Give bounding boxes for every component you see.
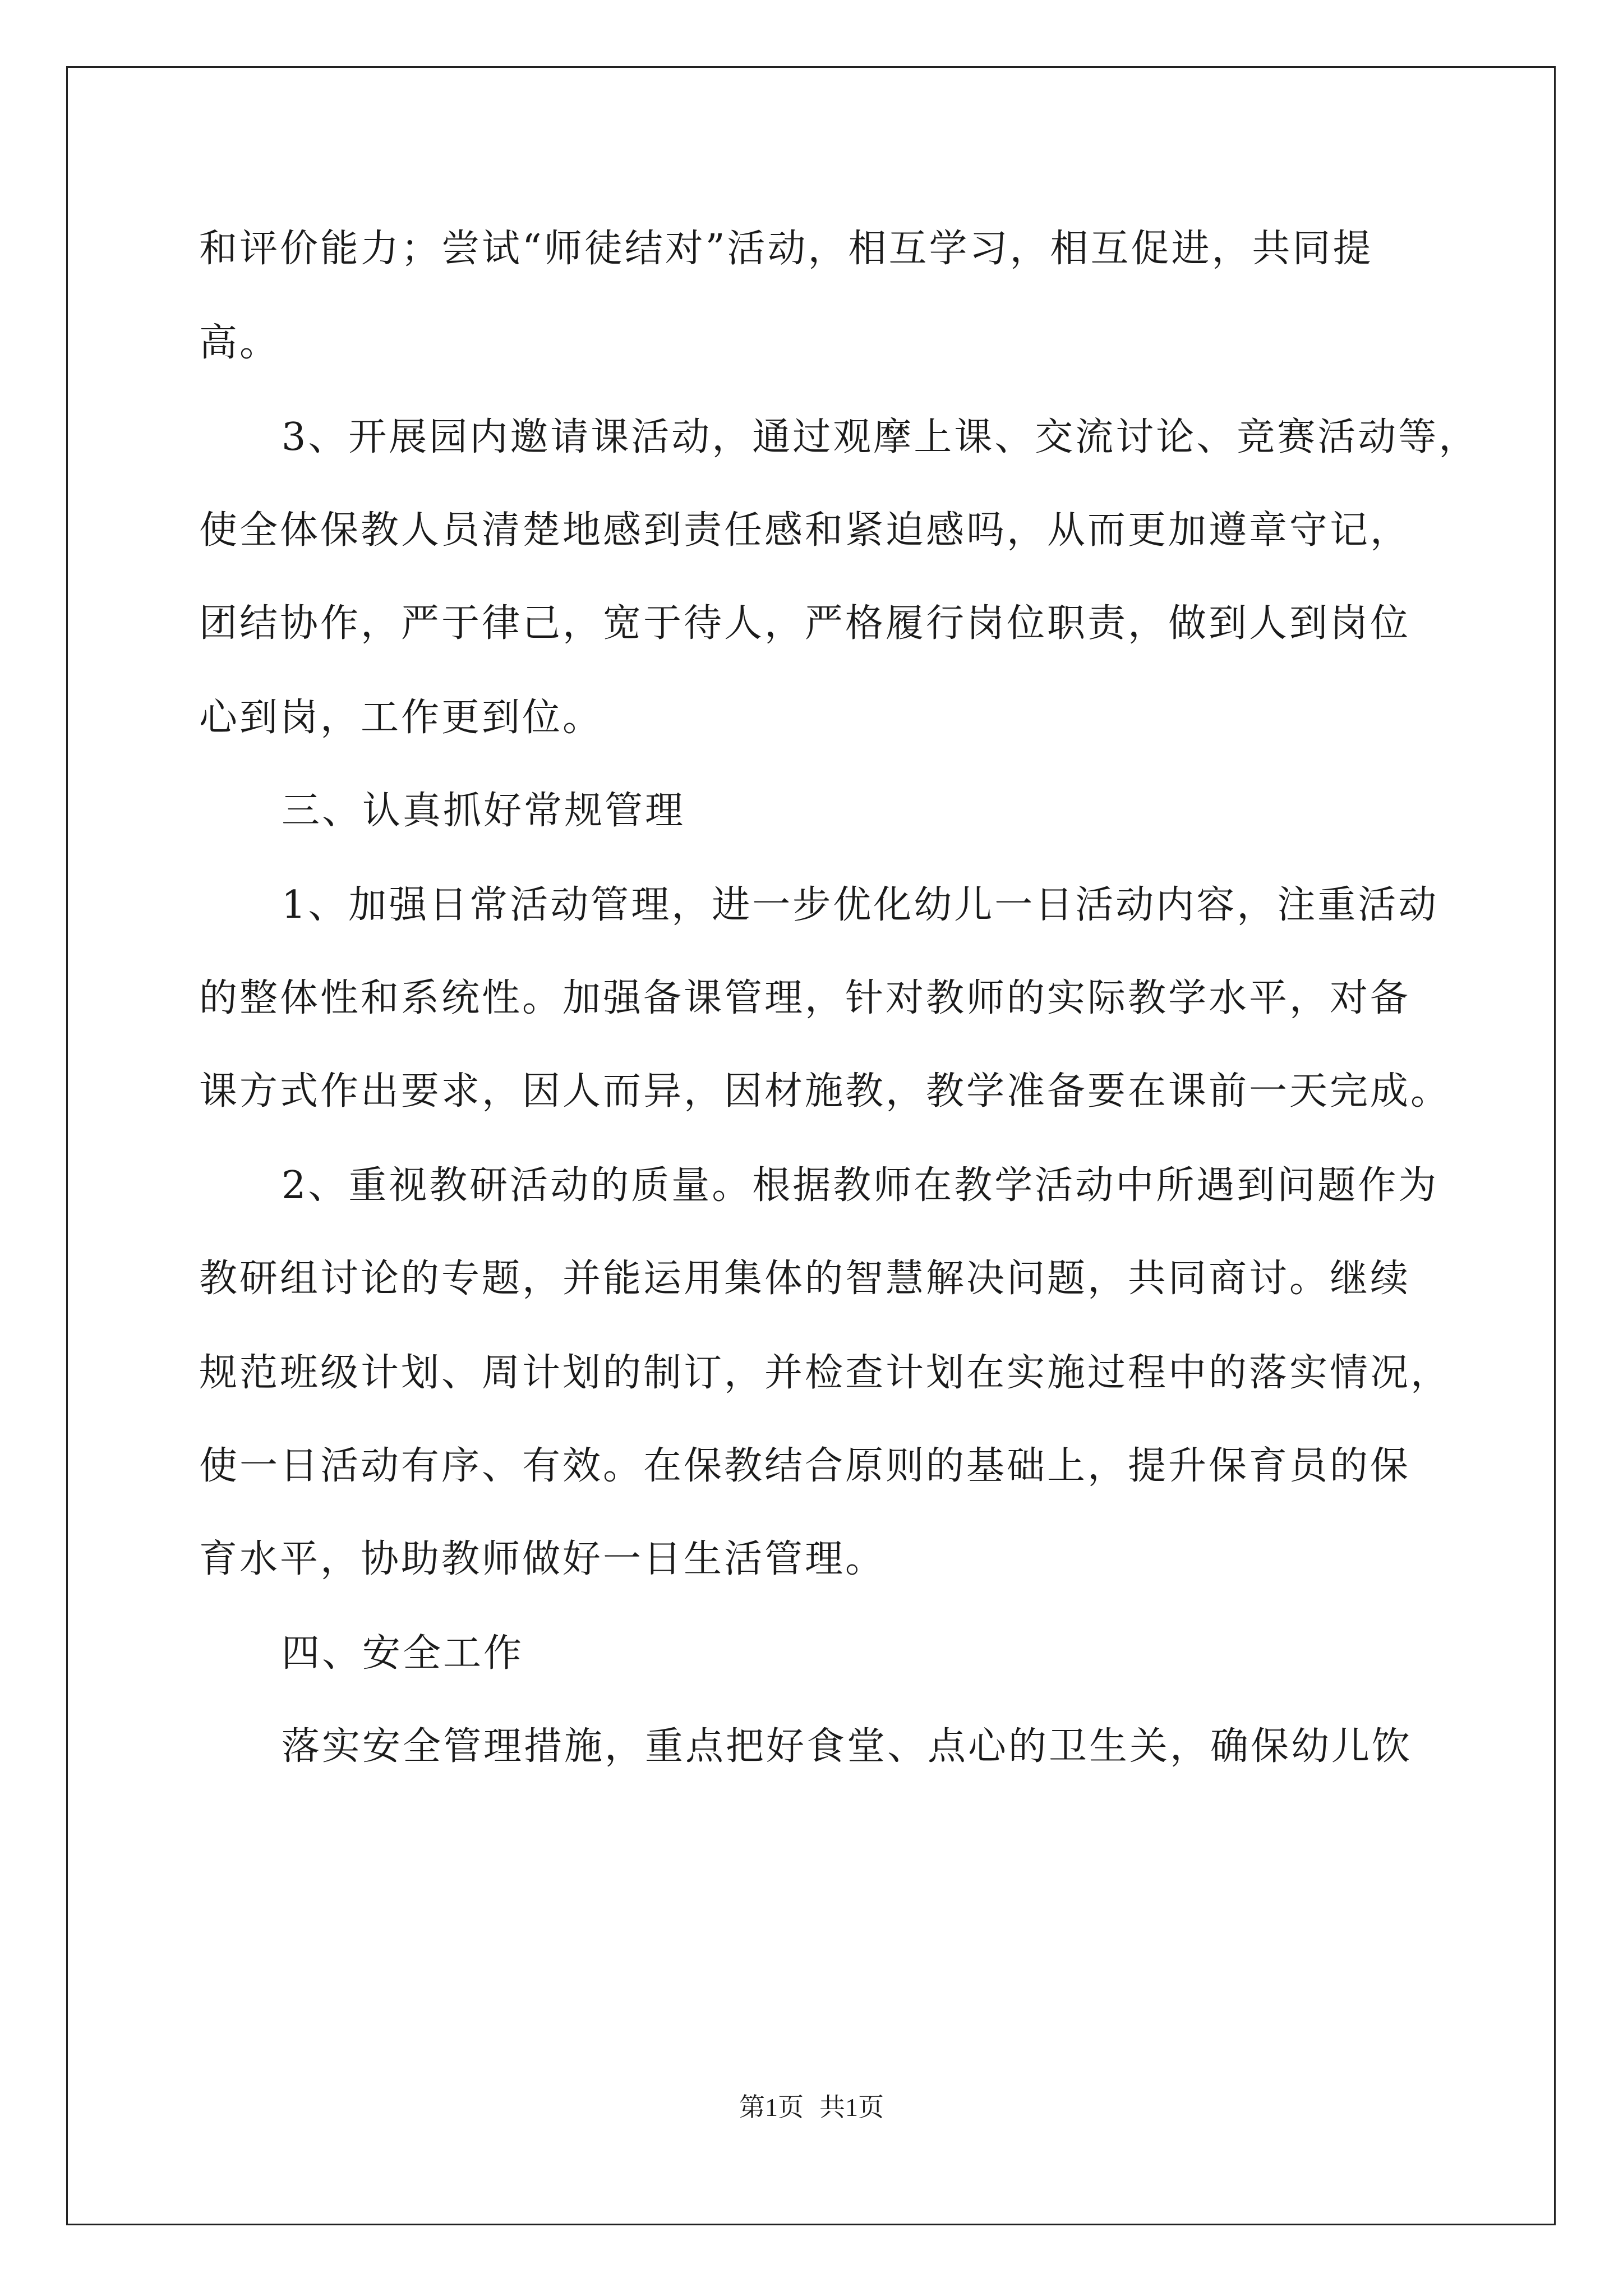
page-number: 第1页: [739, 2093, 804, 2122]
body-line: 心到岗，工作更到位。: [199, 696, 603, 740]
body-line: 2、重视教研活动的质量。根据教师在教学活动中所遇到问题作为: [282, 1163, 1439, 1208]
body-line: 高。: [199, 321, 280, 365]
body-line: 使一日活动有序、有效。在保教结合原则的基础上，提升保育员的保: [199, 1444, 1411, 1488]
section-heading: 三、认真抓好常规管理: [282, 789, 686, 833]
body-line: 使全体保教人员清楚地感到责任感和紧迫感吗，从而更加遵章守记，: [199, 508, 1411, 553]
body-line: 1、加强日常活动管理，进一步优化幼儿一日活动内容，注重活动: [282, 883, 1439, 927]
body-line: 3、开展园内邀请课活动，通过观摩上课、交流讨论、竞赛活动等，: [282, 415, 1479, 459]
section-heading: 四、安全工作: [282, 1631, 524, 1676]
body-line: 育水平，协助教师做好一日生活管理。: [199, 1537, 886, 1581]
body-line: 的整体性和系统性。加强备课管理，针对教师的实际教学水平，对备: [199, 976, 1411, 1020]
page-total: 共1页: [819, 2093, 884, 2122]
body-line: 规范班级计划、周计划的制订，并检查计划在实施过程中的落实情况，: [199, 1351, 1451, 1395]
page-footer: [0, 2087, 1623, 2124]
body-line: 团结协作，严于律己，宽于待人，严格履行岗位职责，做到人到岗位: [199, 601, 1411, 646]
body-line: 落实安全管理措施，重点把好食堂、点心的卫生关，确保幼儿饮: [282, 1724, 1413, 1769]
body-line: 和评价能力；尝试“师徒结对”活动，相互学习，相互促进，共同提: [199, 227, 1373, 271]
page-border: [66, 66, 1556, 2225]
body-line: 课方式作出要求，因人而异，因材施教，教学准备要在课前一天完成。: [199, 1069, 1451, 1114]
body-line: 教研组讨论的专题，并能运用集体的智慧解决问题，共同商讨。继续: [199, 1257, 1411, 1301]
